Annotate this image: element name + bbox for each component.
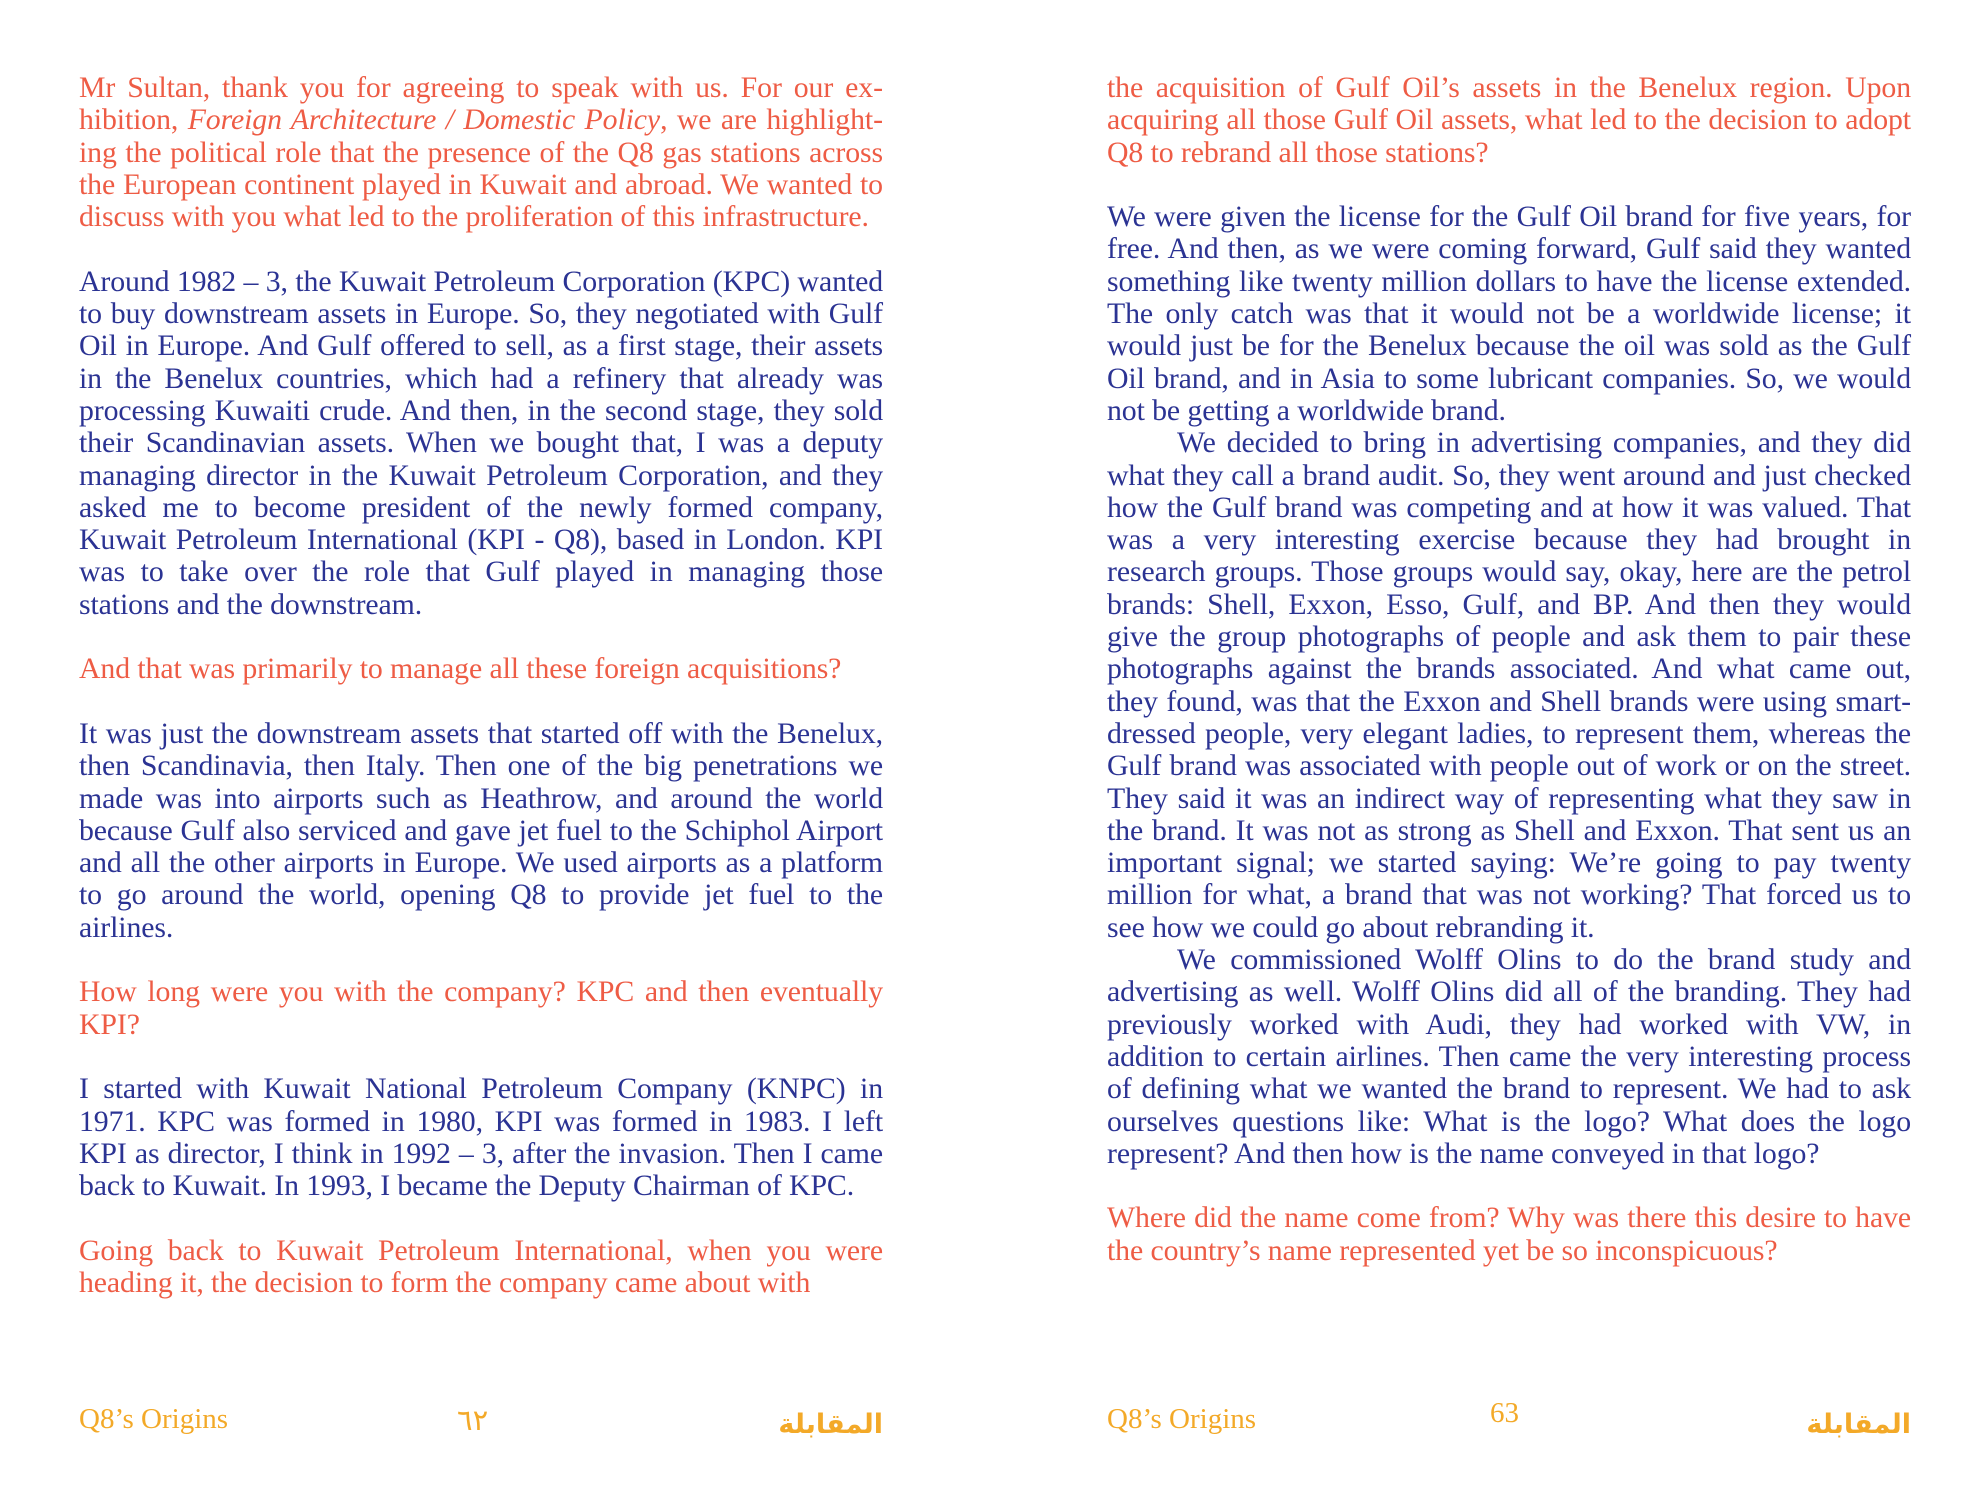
- interview-question: How long were you with the company? KPC and then eventually KPI?: [79, 975, 883, 1041]
- interview-question: And that was primarily to manage all these foreign acquisitions?: [79, 652, 842, 686]
- left-page-footer: [79, 1403, 883, 1443]
- right-page-footer: [1107, 1397, 1911, 1443]
- interview-answer: It was just the downstream assets that started off with the Benelux, then Scandinavia, then Italy. Then one of the big penetrations we made was into airports such as Heathrow, and around the world because Gulf also serviced and gave jet fuel to the Schiphol Airport and all the other airports in Europe. We used airports as a platform to go around the world, opening Q8 to provide jet fuel to the airlines.: [79, 716, 883, 944]
- exhibition-title: Foreign Architecture / Domestic Policy: [187, 103, 661, 137]
- running-title: Q8’s Origins: [1107, 1403, 1257, 1435]
- page-number: 63: [1490, 1397, 1519, 1429]
- interview-answer: I started with Kuwait National Petroleum Company (KNPC) in 1971. KPC was formed in 1980, KPI was formed in 1983. I left KPI as director, I think in 1992 – 3, after the invasion. Then I came back to Kuwait. In 1993, I became the Deputy Chairman of KPC.: [79, 1072, 883, 1203]
- interview-question: Mr Sultan, thank you for agreeing to speak with us. For our exhibition, Foreign Architecture / Domestic Policy, we are highlighting the political role that the presence of the Q8 gas stations across the European continent played in Kuwait and abroad. We wanted to discuss with you what led to the proliferation of this infrastructure.: [79, 71, 883, 234]
- interview-question: Where did the name come from? Why was there this desire to have the country’s name represented yet be so inconspicuous?: [1107, 1201, 1911, 1267]
- section-title-arabic: المقابلة: [1806, 1409, 1911, 1440]
- right-text-column: [1107, 72, 1911, 1267]
- interview-answer: We were given the license for the Gulf Oil brand for five years, for free. And then, as we were coming forward, Gulf said they wanted something like twenty million dollars to have the license extended. The only catch was that it would not be a worldwide license; it would just be for the Benelux because the oil was sold as the Gulf Oil brand, and in Asia to some lubricant companies. So, we would not be getting a worldwide brand.: [1107, 200, 1911, 427]
- interview-question-continued: the acquisition of Gulf Oil’s assets in the Benelux region. Upon acquiring all those Gulf Oil assets, what led to the decision to adopt Q8 to rebrand all those stations?: [1107, 71, 1911, 169]
- running-title: Q8’s Origins: [79, 1403, 229, 1435]
- interview-answer: Around 1982 – 3, the Kuwait Petroleum Corporation (KPC) wanted to buy downstream assets in Europe. So, they negotiated with Gulf Oil in Europe. And Gulf offered to sell, as a first stage, their assets in the Benelux countries, which had a refinery that already was processing Kuwaiti crude. And then, in the second stage, they sold their Scandinavian assets. When we bought that, I was a deputy managing director in the Kuwait Petroleum Corporation, and they asked me to become president of the newly formed company, Kuwait Petroleum International (KPI - Q8), based in London. KPI was to take over the role that Gulf played in managing those stations and the downstream.: [79, 264, 883, 621]
- left-page: [0, 0, 984, 1496]
- interview-question: Going back to Kuwait Petroleum International, when you were heading it, the decision to form the company came about with: [79, 1233, 883, 1299]
- page-number: ٦٢: [457, 1405, 489, 1437]
- left-text-column: [79, 72, 883, 1299]
- right-page: [985, 0, 1969, 1496]
- interview-answer: We decided to bring in advertising companies, and they did what they call a brand audit. So, they went around and just checked how the Gulf brand was competing and at how it was valued. That was a very interesting exercise because they had brought in research groups. Those groups would say, okay, here are the petrol brands: Shell, Exxon, Esso, Gulf, and BP. And then they would give the group photographs of people and ask them to pair these photographs against the brands associated. And what came out, they found, was that the Exxon and Shell brands were using smart-dressed people, very elegant ladies, to represent them, whereas the Gulf brand was associated with people out of work or on the street. They said it was an indirect way of representing what they saw in the brand. It was not as strong as Shell and Exxon. That sent us an important signal; we started saying: We’re going to pay twenty million for what, a brand that was not working? That forced us to see how we could go about rebranding it.: [1107, 426, 1911, 944]
- section-title-arabic: المقابلة: [778, 1409, 883, 1440]
- interview-answer: We commissioned Wolff Olins to do the brand study and advertising as well. Wolff Olins did all of the branding. They had previously worked with Audi, they had worked with VW, in addition to certain airlines. Then came the very interesting process of defining what we wanted the brand to represent. We had to ask ourselves questions like: What is the logo? What does the logo represent? And then how is the name conveyed in that logo?: [1107, 943, 1911, 1170]
